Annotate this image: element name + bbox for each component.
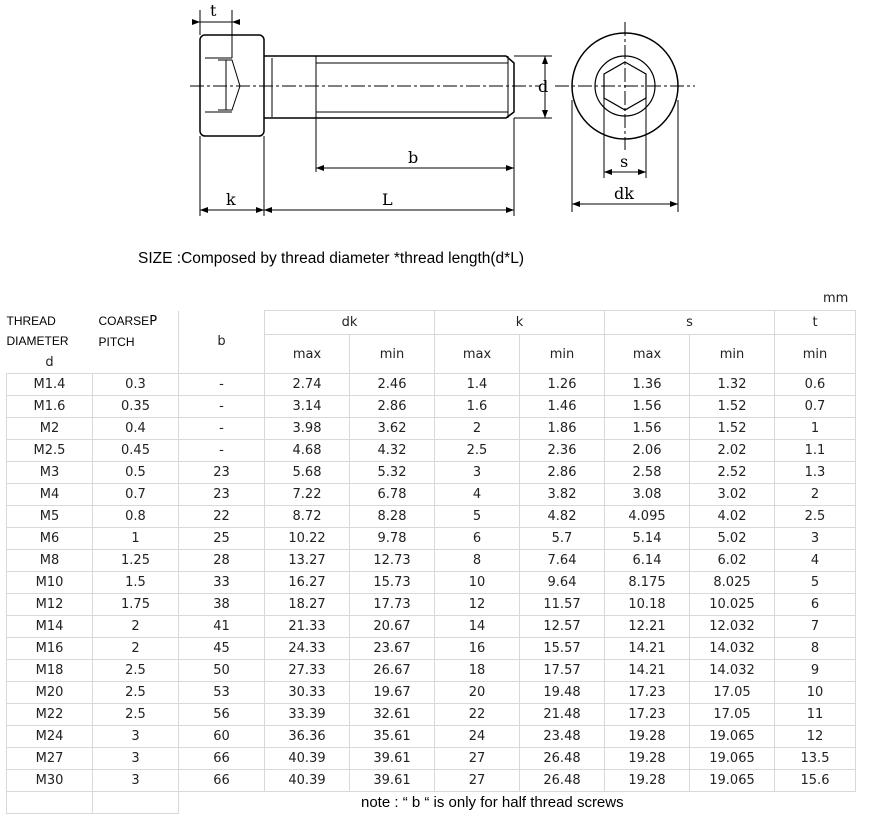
table-cell: 0.7 [93,484,179,506]
table-note: note : “ b “ is only for half thread screws [179,792,856,814]
table-cell: 2.36 [520,440,605,462]
table-cell: - [179,396,265,418]
table-cell: 10.22 [265,528,350,550]
table-cell: - [179,418,265,440]
table-cell: 17.23 [605,682,690,704]
header-thread-diameter [7,311,93,352]
table-cell: 14.032 [690,660,775,682]
table-cell: 12 [435,594,520,616]
table-cell: 24.33 [265,638,350,660]
table-cell: 26.48 [520,748,605,770]
table-cell: 53 [179,682,265,704]
header-t-min: min [775,335,856,374]
header-dk-max: max [265,335,350,374]
table-cell: 35.61 [350,726,435,748]
table-cell: 5.32 [350,462,435,484]
table-row [7,594,856,616]
table-cell: 40.39 [265,770,350,792]
table-cell: 7.22 [265,484,350,506]
table-cell: 4.68 [265,440,350,462]
table-cell: M4 [7,484,93,506]
table-cell: 10 [775,682,856,704]
table-cell: 5.68 [265,462,350,484]
table-cell: 7.64 [520,550,605,572]
table-cell: M24 [7,726,93,748]
table-cell: 45 [179,638,265,660]
table-cell: M2 [7,418,93,440]
header-thread: THREAD [6,313,56,328]
table-cell: 1.3 [775,462,856,484]
table-cell: 41 [179,616,265,638]
table-cell: 17.57 [520,660,605,682]
table-cell: 13.27 [265,550,350,572]
table-cell: 4.32 [350,440,435,462]
table-cell: 6.78 [350,484,435,506]
table-cell: 19.28 [605,726,690,748]
table-cell: 17.05 [690,704,775,726]
table-cell: M27 [7,748,93,770]
table-cell: 40.39 [265,748,350,770]
table-cell: 22 [435,704,520,726]
table-cell: 1.26 [520,374,605,396]
table-cell: 1.1 [775,440,856,462]
header-b: b [179,311,265,374]
table-cell: M2.5 [7,440,93,462]
table-cell: M8 [7,550,93,572]
table-cell: 23.48 [520,726,605,748]
table-row [7,462,856,484]
table-cell: 66 [179,770,265,792]
table-cell: 19.67 [350,682,435,704]
table-cell: 2.06 [605,440,690,462]
table-cell: 17.73 [350,594,435,616]
table-cell: 1.6 [435,396,520,418]
screw-technical-drawing [0,0,869,240]
table-cell: 3.14 [265,396,350,418]
table-cell: 26.67 [350,660,435,682]
table-cell: 19.065 [690,748,775,770]
table-cell: 0.4 [93,418,179,440]
table-cell: 1.56 [605,396,690,418]
table-cell: 13.5 [775,748,856,770]
table-cell: 0.6 [775,374,856,396]
table-cell: M5 [7,506,93,528]
table-cell: 39.61 [350,748,435,770]
table-cell: 8 [435,550,520,572]
table-cell: 19.28 [605,770,690,792]
table-row [7,484,856,506]
table-cell: M1.4 [7,374,93,396]
table-cell: 2.52 [690,462,775,484]
table-cell: 14.21 [605,638,690,660]
table-row [7,440,856,462]
table-cell: 14.032 [690,638,775,660]
table-cell: 8 [775,638,856,660]
table-cell: 1 [93,528,179,550]
table-cell: M12 [7,594,93,616]
table-cell: 38 [179,594,265,616]
header-dk: dk [265,311,435,335]
table-cell: 19.065 [690,770,775,792]
table-row [7,770,856,792]
table-cell: 9.78 [350,528,435,550]
table-cell: 60 [179,726,265,748]
table-cell: 17.23 [605,704,690,726]
table-cell: 5.7 [520,528,605,550]
table-cell: 30.33 [265,682,350,704]
dim-label-L: L [382,190,393,209]
table-cell: 25 [179,528,265,550]
table-cell: 6.02 [690,550,775,572]
table-cell: 1.46 [520,396,605,418]
table-cell: 10 [435,572,520,594]
table-cell: 9 [775,660,856,682]
table-cell: 23.67 [350,638,435,660]
table-cell: 10.025 [690,594,775,616]
table-cell: 4.82 [520,506,605,528]
table-cell: M6 [7,528,93,550]
table-cell: 2.5 [93,704,179,726]
table-cell: 2.5 [93,682,179,704]
table-cell: 16.27 [265,572,350,594]
header-k-max: max [435,335,520,374]
dim-label-s: s [620,152,629,171]
header-diameter: DIAMETER [6,333,69,348]
table-cell: 3 [93,748,179,770]
table-cell: 2.74 [265,374,350,396]
table-cell: 12.57 [520,616,605,638]
table-row [7,374,856,396]
table-cell: 6 [775,594,856,616]
table-cell: - [179,374,265,396]
table-row [7,572,856,594]
table-row [7,528,856,550]
table-row [7,550,856,572]
table-cell: 56 [179,704,265,726]
table-cell: 10.18 [605,594,690,616]
table-cell: 15.57 [520,638,605,660]
table-cell: 4.02 [690,506,775,528]
table-cell: M22 [7,704,93,726]
table-cell: M3 [7,462,93,484]
table-cell: M30 [7,770,93,792]
header-k-min: min [520,335,605,374]
dim-label-d: d [538,77,549,96]
table-cell: 19.065 [690,726,775,748]
table-cell: 15.6 [775,770,856,792]
table-cell: 3 [93,726,179,748]
screw-shank [264,56,514,118]
table-cell: 24 [435,726,520,748]
table-cell: 1.36 [605,374,690,396]
table-cell: 2.5 [435,440,520,462]
dim-label-k: k [226,190,236,209]
table-cell: 4 [775,550,856,572]
table-cell: 28 [179,550,265,572]
table-cell: 6 [435,528,520,550]
table-cell: 6.14 [605,550,690,572]
table-cell: 12.73 [350,550,435,572]
table-cell: 14 [435,616,520,638]
table-cell: 19.28 [605,748,690,770]
table-cell: 1.56 [605,418,690,440]
table-cell: M16 [7,638,93,660]
table-cell: 17.05 [690,682,775,704]
table-cell: 22 [179,506,265,528]
table-cell: 2.5 [775,506,856,528]
header-s: s [605,311,775,335]
table-cell: 5 [435,506,520,528]
table-cell: 19.48 [520,682,605,704]
table-cell: 0.7 [775,396,856,418]
table-cell: 2.86 [350,396,435,418]
table-cell: 5 [775,572,856,594]
table-cell: 1.25 [93,550,179,572]
dim-label-dk: dk [614,184,634,203]
table-cell: 4.095 [605,506,690,528]
table-cell: 3 [435,462,520,484]
table-row [7,396,856,418]
table-cell: M18 [7,660,93,682]
table-cell: 27 [435,748,520,770]
table-cell: 3 [93,770,179,792]
header-t: t [775,311,856,335]
table-cell: 15.73 [350,572,435,594]
table-cell: 8.28 [350,506,435,528]
table-cell: 0.3 [93,374,179,396]
header-pitch: PITCH [98,334,135,349]
table-cell: 0.35 [93,396,179,418]
table-cell: 2.5 [93,660,179,682]
dim-label-t: t [210,1,217,20]
header-k: k [435,311,605,335]
table-cell: 7 [775,616,856,638]
table-row [7,506,856,528]
table-cell: 2 [93,616,179,638]
table-cell: 3.08 [605,484,690,506]
table-cell: 12.21 [605,616,690,638]
table-row [7,638,856,660]
table-cell: 11 [775,704,856,726]
table-cell: 0.45 [93,440,179,462]
table-cell: 21.48 [520,704,605,726]
header-dk-min: min [350,335,435,374]
table-cell: 1.75 [93,594,179,616]
table-cell: 11.57 [520,594,605,616]
table-row [7,748,856,770]
header-s-max: max [605,335,690,374]
table-cell: 20 [435,682,520,704]
header-coarse: COARSE [98,313,150,328]
table-cell: 2 [93,638,179,660]
table-row [7,704,856,726]
screw-dimension-table [6,310,856,814]
table-cell: 0.8 [93,506,179,528]
table-cell: 8.025 [690,572,775,594]
table-cell: 3.02 [690,484,775,506]
table-cell: M10 [7,572,93,594]
table-cell: 1.5 [93,572,179,594]
table-row [7,660,856,682]
table-cell: 21.33 [265,616,350,638]
table-cell: 33 [179,572,265,594]
table-cell: 18 [435,660,520,682]
table-cell: 20.67 [350,616,435,638]
table-cell: M20 [7,682,93,704]
header-d: d [45,354,54,370]
table-cell: 9.64 [520,572,605,594]
table-cell: 36.36 [265,726,350,748]
table-cell: 16 [435,638,520,660]
table-cell: 23 [179,484,265,506]
table-cell: 3.62 [350,418,435,440]
header-s-min: min [690,335,775,374]
table-cell: 8.72 [265,506,350,528]
table-cell: 14.21 [605,660,690,682]
table-cell: 1.86 [520,418,605,440]
table-row [7,726,856,748]
table-cell: M1.6 [7,396,93,418]
table-cell: 66 [179,748,265,770]
table-cell: 2.86 [520,462,605,484]
table-row [7,418,856,440]
table-cell: 3.98 [265,418,350,440]
table-cell: 27.33 [265,660,350,682]
table-cell: 39.61 [350,770,435,792]
table-cell: 3 [775,528,856,550]
table-cell: 5.14 [605,528,690,550]
table-cell: 27 [435,770,520,792]
table-row [7,616,856,638]
dim-label-b: b [408,148,419,167]
header-coarse-pitch [93,311,179,352]
table-cell: 32.61 [350,704,435,726]
table-cell: M14 [7,616,93,638]
table-cell: 2.46 [350,374,435,396]
table-cell: 5.02 [690,528,775,550]
table-cell: 1.52 [690,418,775,440]
table-cell: 26.48 [520,770,605,792]
table-cell: 23 [179,462,265,484]
table-cell: 8.175 [605,572,690,594]
table-cell: 50 [179,660,265,682]
unit-label: mm [823,291,849,306]
size-caption: SIZE :Composed by thread diameter *thread length(d*L) [138,250,524,267]
table-cell: 1.32 [690,374,775,396]
table-cell: 2 [435,418,520,440]
table-cell: 2.58 [605,462,690,484]
table-cell: 12 [775,726,856,748]
table-cell: 3.82 [520,484,605,506]
table-cell: 12.032 [690,616,775,638]
table-cell: 4 [435,484,520,506]
table-cell: 1 [775,418,856,440]
table-row [7,682,856,704]
table-cell: 1.4 [435,374,520,396]
table-cell: 0.5 [93,462,179,484]
header-p: P [149,313,158,329]
table-cell: - [179,440,265,462]
table-cell: 33.39 [265,704,350,726]
table-cell: 1.52 [690,396,775,418]
table-cell: 2.02 [690,440,775,462]
table-cell: 2 [775,484,856,506]
table-cell: 18.27 [265,594,350,616]
